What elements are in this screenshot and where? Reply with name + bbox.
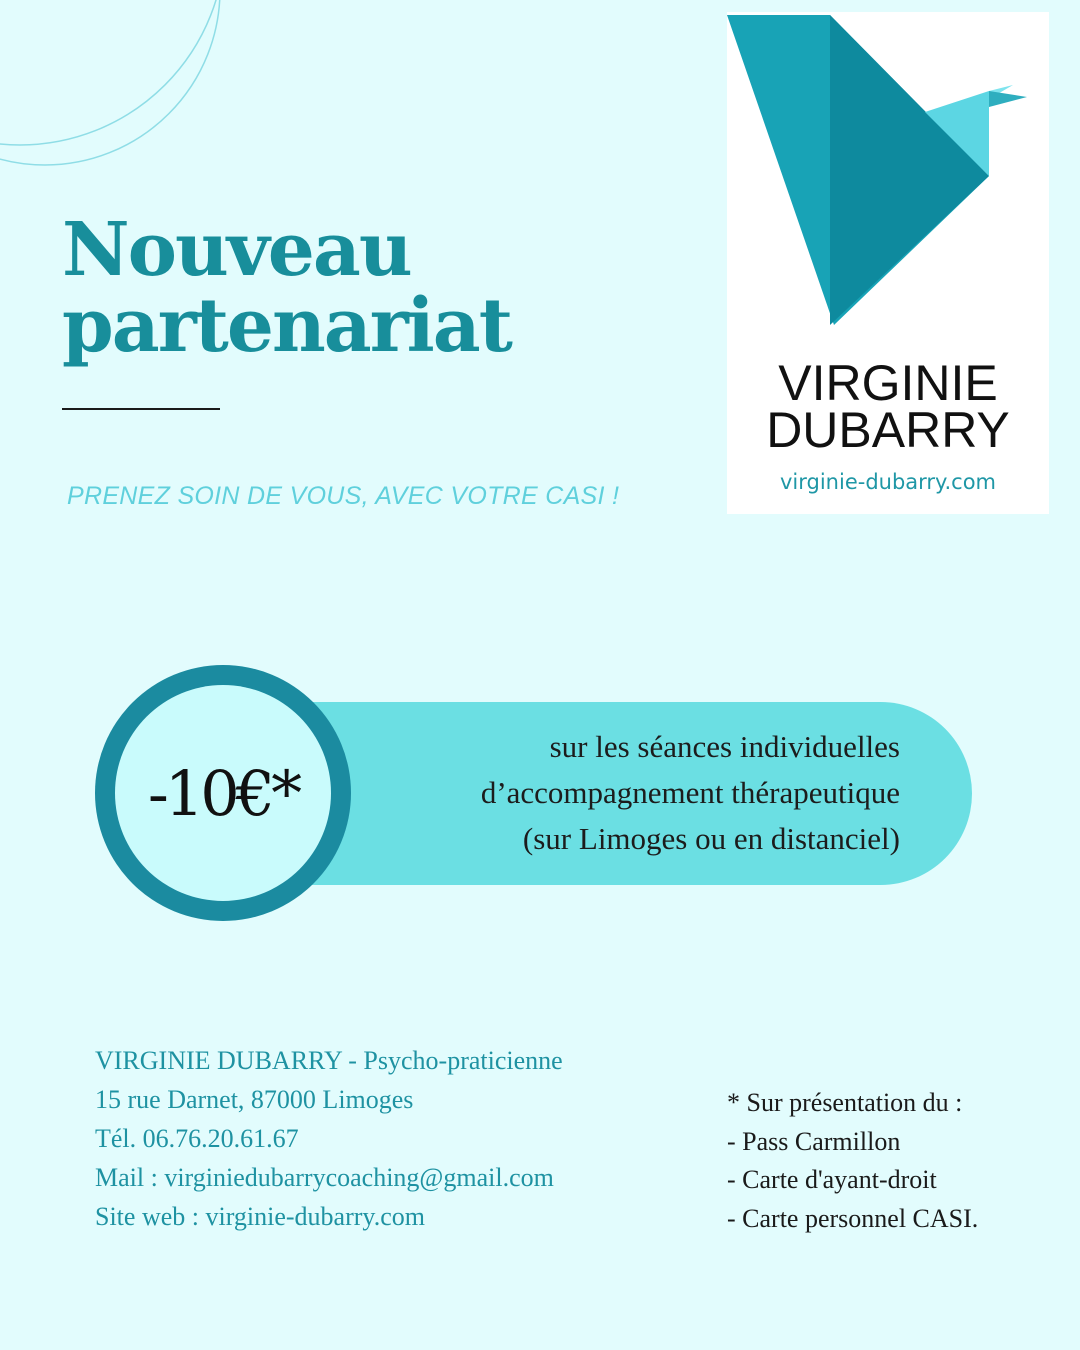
footnote-item: - Carte d'ayant-droit [727,1165,937,1194]
contact-address: 15 rue Darnet, 87000 Limoges [95,1085,414,1114]
contact-phone: Tél. 06.76.20.61.67 [95,1124,299,1153]
decorative-circles [0,0,230,200]
logo-name-line-1: VIRGINIE [778,355,998,411]
contact-website: Site web : virginie-dubarry.com [95,1202,425,1231]
offer-line-1: sur les séances individuelles [549,729,900,764]
offer-line-2: d’accompagnement thérapeutique [480,775,900,810]
offer-description [481,724,900,862]
origami-bird-icon [727,12,1049,352]
tagline: PRENEZ SOIN DE VOUS, AVEC VOTRE CASI ! [67,482,620,510]
discount-badge-inner [115,685,331,901]
logo-name-line-2: DUBARRY [766,402,1010,458]
page-title [62,207,511,369]
footnote [727,1084,978,1238]
contact-info [95,1041,563,1236]
title-line-1: Nouveau [62,207,411,293]
discount-badge [95,665,351,921]
title-underline [62,408,220,410]
footnote-item: - Carte personnel CASI. [727,1203,979,1233]
offer-line-3: (sur Limoges ou en distanciel) [522,821,900,856]
contact-email: Mail : virginiedubarrycoaching@gmail.com [95,1163,554,1192]
logo-url: virginie-dubarry.com [779,470,997,494]
footnote-item: - Pass Carmillon [727,1126,901,1156]
title-line-2: partenariat [62,283,511,369]
footnote-heading: * Sur présentation du : [727,1088,963,1117]
contact-name: VIRGINIE DUBARRY - Psycho-praticienne [95,1046,563,1075]
discount-value: -10€* [147,756,299,830]
partner-logo [727,12,1049,514]
logo-name [727,355,1049,458]
